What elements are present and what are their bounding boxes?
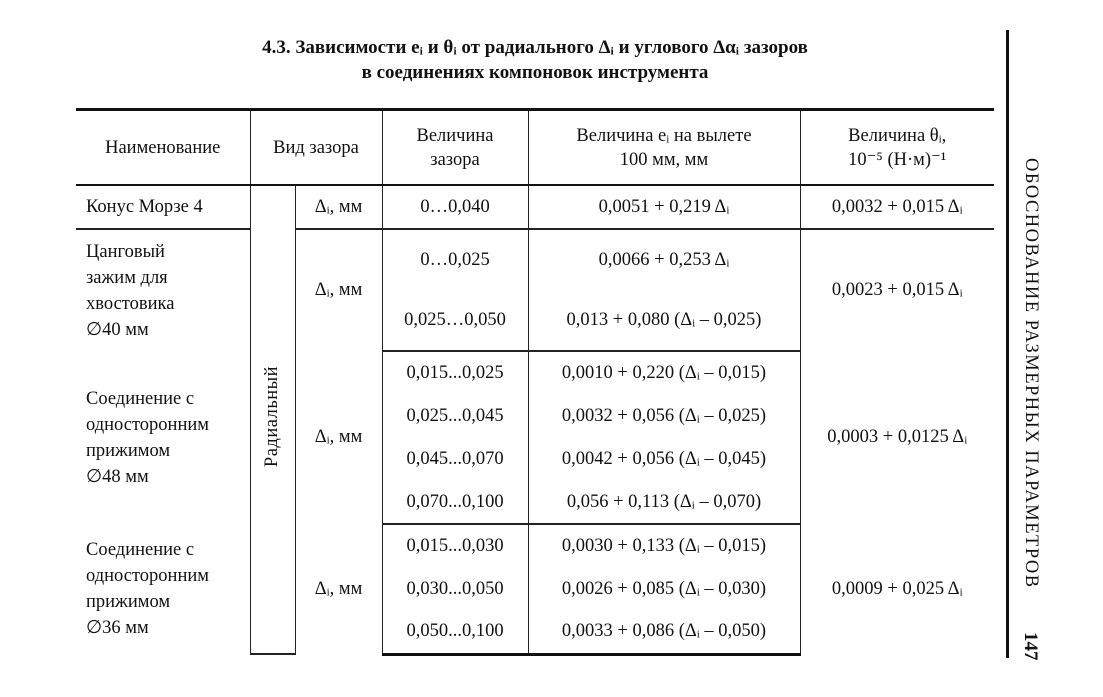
header-gap-line-2: зазора (430, 149, 480, 170)
row-name-line: ∅40 мм (86, 319, 149, 340)
row-gap: 0,015...0,025 (382, 351, 528, 395)
row-theta: 0,0009 + 0,025 Δᵢ (800, 524, 994, 654)
row-name-line: прижимом (86, 440, 171, 461)
row-unit: Δᵢ, мм (295, 229, 382, 351)
row-gap: 0,050...0,100 (382, 611, 528, 654)
row-gap: 0,030...0,050 (382, 568, 528, 611)
row-unit: Δᵢ, мм (295, 351, 382, 524)
row-unit: Δᵢ, мм (295, 524, 382, 654)
row-name-line: Соединение с (86, 388, 195, 409)
running-head: ОБОСНОВАНИЕ РАЗМЕРНЫХ ПАРАМЕТРОВ (1021, 158, 1041, 589)
header-theta-line-2: 10⁻⁵ (Н·м)⁻¹ (848, 149, 947, 170)
data-table (76, 108, 994, 656)
header-gap (382, 110, 528, 186)
header-e-line-2: 100 мм, мм (619, 149, 709, 170)
header-theta-line-1: Величина θᵢ, (848, 125, 947, 146)
radial-label: Радиальный (262, 365, 282, 468)
row-theta: 0,0023 + 0,015 Δᵢ (800, 229, 994, 351)
header-e (528, 110, 800, 186)
table-row (76, 351, 994, 395)
row-name-line: ∅48 мм (86, 466, 149, 487)
row-name-line: односторонним (86, 566, 209, 586)
table-row (76, 185, 994, 229)
caption-line-1: 4.3. Зависимости eᵢ и θᵢ от радиального Δᵢ и углового Δαᵢ зазоров (262, 37, 808, 58)
table-caption (76, 35, 994, 85)
row-gap: 0,025…0,050 (382, 291, 528, 351)
row-gap: 0,070...0,100 (382, 481, 528, 524)
row-gap: 0…0,025 (382, 229, 528, 291)
row-gap: 0…0,040 (382, 185, 528, 229)
row-e: 0,0051 + 0,219 Δᵢ (528, 185, 800, 229)
table-row (76, 229, 994, 291)
row-name-line: односторонним (86, 414, 209, 435)
caption-line-2: в соединениях компоновок инструмента (361, 62, 709, 83)
table-header-row (76, 110, 994, 186)
margin-rule (1006, 30, 1009, 658)
row-e: 0,0032 + 0,056 (Δᵢ – 0,025) (528, 395, 800, 438)
row-name-line: прижимом (86, 592, 171, 612)
row-name-line: ∅36 мм (86, 618, 149, 638)
row-name (76, 229, 250, 351)
row-theta: 0,0003 + 0,0125 Δᵢ (800, 351, 994, 524)
row-e: 0,0033 + 0,086 (Δᵢ – 0,050) (528, 611, 800, 654)
row-name-line: хвостовика (86, 293, 175, 314)
header-kind: Вид зазора (250, 110, 382, 186)
row-e: 0,0042 + 0,056 (Δᵢ – 0,045) (528, 438, 800, 481)
header-e-line-1: Величина eᵢ на вылете (576, 125, 752, 146)
row-e: 0,0030 + 0,133 (Δᵢ – 0,015) (528, 524, 800, 568)
header-theta (800, 110, 994, 186)
radial-cell (250, 185, 295, 654)
row-gap: 0,045...0,070 (382, 438, 528, 481)
row-name-line: Цанговый (86, 241, 165, 262)
row-gap: 0,025...0,045 (382, 395, 528, 438)
header-gap-line-1: Величина (416, 125, 494, 146)
row-name-line: Соединение с (86, 540, 195, 560)
row-name (76, 524, 250, 654)
right-margin (1006, 30, 1046, 670)
row-e: 0,0066 + 0,253 Δᵢ (528, 229, 800, 291)
row-unit: Δᵢ, мм (295, 185, 382, 229)
row-e: 0,0010 + 0,220 (Δᵢ – 0,015) (528, 351, 800, 395)
row-name: Конус Морзе 4 (76, 185, 250, 229)
row-theta: 0,0032 + 0,015 Δᵢ (800, 185, 994, 229)
row-e: 0,0026 + 0,085 (Δᵢ – 0,030) (528, 568, 800, 611)
row-e: 0,013 + 0,080 (Δᵢ – 0,025) (528, 291, 800, 351)
header-name: Наименование (76, 110, 250, 186)
row-e: 0,056 + 0,113 (Δᵢ – 0,070) (528, 481, 800, 524)
page-number: 147 (1020, 632, 1041, 661)
row-gap: 0,015...0,030 (382, 524, 528, 568)
row-name-line: зажим для (86, 267, 168, 288)
table-row (76, 524, 994, 568)
row-name (76, 351, 250, 524)
